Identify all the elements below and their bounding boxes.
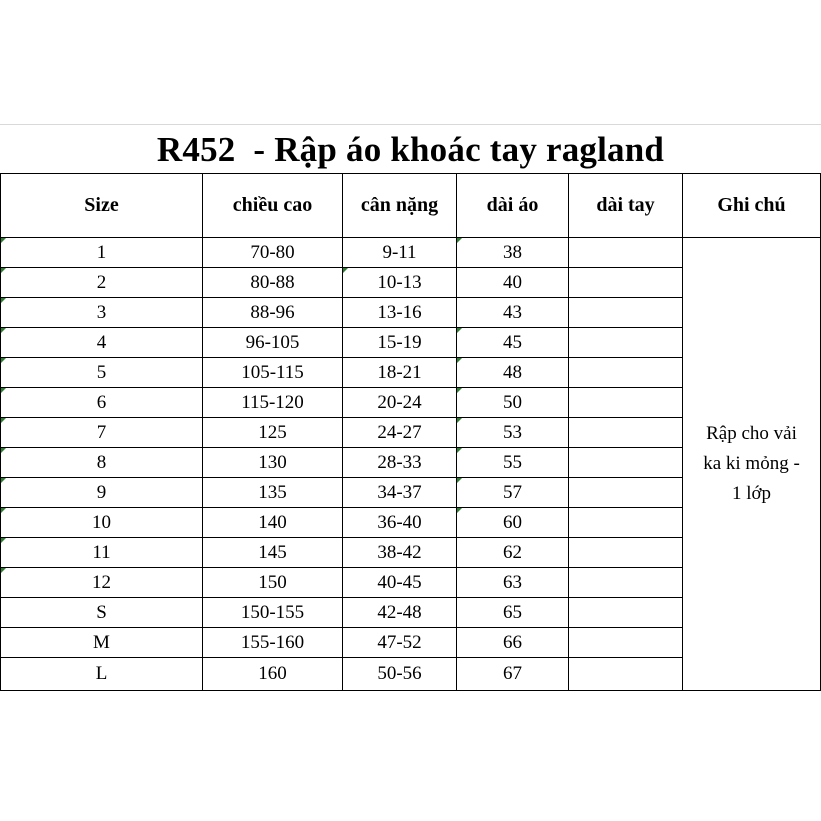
cell-size <box>1 418 203 448</box>
cell-weight <box>343 478 457 508</box>
header-row <box>1 174 821 238</box>
cell-height <box>203 298 343 328</box>
cell-marker-icon <box>1 328 6 333</box>
cell-length <box>457 238 569 268</box>
cell-length-text: 67 <box>503 663 522 684</box>
cell-length <box>457 418 569 448</box>
cell-weight <box>343 658 457 691</box>
cell-weight-text: 20-24 <box>377 391 422 413</box>
cell-sleeve <box>569 358 683 388</box>
cell-height <box>203 328 343 358</box>
cell-sleeve <box>569 238 683 268</box>
cell-size-text: 5 <box>96 361 107 383</box>
cell-height <box>203 388 343 418</box>
cell-sleeve <box>569 658 683 691</box>
cell-marker-icon <box>457 358 462 363</box>
cell-size-text: 3 <box>96 301 107 323</box>
table-row <box>1 238 821 268</box>
cell-length <box>457 388 569 418</box>
cell-sleeve <box>569 508 683 538</box>
cell-weight-text: 50-56 <box>377 663 422 684</box>
cell-size-text: 11 <box>92 541 111 563</box>
cell-height-text: 160 <box>258 663 287 684</box>
cell-height <box>203 568 343 598</box>
cell-height-text: 155-160 <box>240 631 305 653</box>
cell-marker-icon <box>457 508 462 513</box>
cell-size <box>1 598 203 628</box>
cell-weight-text: 10-13 <box>377 271 422 293</box>
cell-length-text: 50 <box>503 391 522 413</box>
cell-length <box>457 568 569 598</box>
cell-height-text: 150 <box>258 571 287 593</box>
cell-height <box>203 418 343 448</box>
cell-height-text: 115-120 <box>241 391 304 413</box>
cell-size <box>1 388 203 418</box>
cell-sleeve <box>569 448 683 478</box>
cell-length <box>457 598 569 628</box>
cell-size <box>1 358 203 388</box>
cell-length <box>457 328 569 358</box>
cell-marker-icon <box>457 238 462 243</box>
cell-length-text: 60 <box>503 511 522 533</box>
cell-size <box>1 268 203 298</box>
cell-height <box>203 478 343 508</box>
cell-sleeve <box>569 598 683 628</box>
cell-weight-text: 13-16 <box>377 301 422 323</box>
cell-size <box>1 238 203 268</box>
cell-size-text: S <box>96 601 107 623</box>
cell-length-text: 43 <box>503 301 522 323</box>
cell-sleeve <box>569 268 683 298</box>
cell-height-text: 80-88 <box>250 271 295 293</box>
note-cell <box>683 238 821 691</box>
note-line: ka ki mỏng - <box>703 453 800 474</box>
cell-marker-icon <box>1 358 6 363</box>
cell-marker-icon <box>457 388 462 393</box>
cell-height <box>203 238 343 268</box>
cell-weight-text: 18-21 <box>377 361 422 383</box>
cell-sleeve <box>569 328 683 358</box>
cell-weight-text: 38-42 <box>377 541 422 563</box>
cell-length-text: 66 <box>503 631 522 653</box>
cell-height-text: 145 <box>258 541 287 563</box>
cell-size <box>1 298 203 328</box>
cell-size-text: 9 <box>96 481 107 503</box>
cell-height <box>203 358 343 388</box>
cell-height-text: 105-115 <box>241 361 304 383</box>
cell-length <box>457 478 569 508</box>
cell-size <box>1 478 203 508</box>
header-height: chiều cao <box>203 174 343 238</box>
cell-length <box>457 358 569 388</box>
cell-size-text: 8 <box>96 451 107 473</box>
cell-weight-text: 9-11 <box>382 241 417 263</box>
cell-length-text: 48 <box>503 361 522 383</box>
cell-weight <box>343 388 457 418</box>
cell-weight-text: 47-52 <box>377 631 422 653</box>
cell-weight-text: 42-48 <box>377 601 422 623</box>
cell-weight <box>343 298 457 328</box>
cell-sleeve <box>569 298 683 328</box>
cell-length-text: 40 <box>503 271 522 293</box>
cell-marker-icon <box>1 538 6 543</box>
cell-marker-icon <box>457 328 462 333</box>
cell-marker-icon <box>1 568 6 573</box>
title-row <box>0 124 821 175</box>
cell-sleeve <box>569 538 683 568</box>
cell-weight-text: 34-37 <box>377 481 422 503</box>
cell-weight <box>343 508 457 538</box>
cell-size-text: 12 <box>92 571 111 593</box>
note-line: 1 lớp <box>731 483 772 504</box>
cell-sleeve <box>569 628 683 658</box>
cell-height <box>203 448 343 478</box>
cell-marker-icon <box>1 418 6 423</box>
cell-length-text: 53 <box>503 421 522 443</box>
cell-size <box>1 658 203 691</box>
cell-height <box>203 268 343 298</box>
cell-marker-icon <box>1 238 6 243</box>
cell-weight <box>343 238 457 268</box>
cell-size <box>1 448 203 478</box>
cell-length-text: 55 <box>503 451 522 473</box>
cell-marker-icon <box>457 418 462 423</box>
cell-height-text: 135 <box>258 481 287 503</box>
cell-marker-icon <box>457 448 462 453</box>
cell-marker-icon <box>1 298 6 303</box>
cell-length <box>457 628 569 658</box>
cell-marker-icon <box>1 508 6 513</box>
cell-height-text: 125 <box>258 421 287 443</box>
cell-size-text: 7 <box>96 421 107 443</box>
cell-marker-icon <box>1 448 6 453</box>
cell-weight <box>343 538 457 568</box>
note-line: Rập cho vải <box>706 423 797 444</box>
header-note: Ghi chú <box>683 174 821 238</box>
cell-length <box>457 448 569 478</box>
cell-height-text: 140 <box>258 511 287 533</box>
cell-size-text: 4 <box>96 331 107 353</box>
cell-length-text: 45 <box>503 331 522 353</box>
cell-height <box>203 598 343 628</box>
cell-marker-icon <box>1 388 6 393</box>
cell-length <box>457 658 569 691</box>
cell-height-text: 150-155 <box>240 601 305 623</box>
cell-weight <box>343 568 457 598</box>
cell-length <box>457 508 569 538</box>
header-sleeve: dài tay <box>569 174 683 238</box>
cell-weight <box>343 418 457 448</box>
cell-sleeve <box>569 568 683 598</box>
cell-size-text: M <box>93 631 110 653</box>
cell-size-text: 2 <box>96 271 107 293</box>
cell-size <box>1 328 203 358</box>
cell-height <box>203 538 343 568</box>
cell-height <box>203 508 343 538</box>
cell-length <box>457 538 569 568</box>
cell-length <box>457 268 569 298</box>
cell-marker-icon <box>1 478 6 483</box>
cell-weight <box>343 598 457 628</box>
cell-height <box>203 658 343 691</box>
cell-marker-icon <box>1 268 6 273</box>
cell-size-text: 10 <box>92 511 111 533</box>
cell-length-text: 63 <box>503 571 522 593</box>
cell-weight-text: 15-19 <box>377 331 422 353</box>
cell-size-text: 1 <box>96 241 107 263</box>
size-chart-sheet <box>0 124 821 699</box>
cell-marker-icon <box>343 268 348 273</box>
cell-weight-text: 40-45 <box>377 571 422 593</box>
cell-height-text: 70-80 <box>250 241 295 263</box>
cell-weight-text: 28-33 <box>377 451 422 473</box>
cell-height-text: 130 <box>258 451 287 473</box>
chart-title: R452 - Rập áo khoác tay ragland <box>156 130 665 169</box>
cell-length-text: 62 <box>503 541 522 563</box>
cell-sleeve <box>569 418 683 448</box>
cell-length-text: 57 <box>503 481 522 503</box>
cell-weight-text: 36-40 <box>377 511 422 533</box>
cell-weight <box>343 268 457 298</box>
cell-length-text: 65 <box>503 601 522 623</box>
header-size: Size <box>1 174 203 238</box>
cell-weight <box>343 328 457 358</box>
cell-length <box>457 298 569 328</box>
cell-size <box>1 628 203 658</box>
cell-length-text: 38 <box>503 241 522 263</box>
cell-weight <box>343 358 457 388</box>
cell-weight <box>343 628 457 658</box>
cell-size <box>1 538 203 568</box>
cell-marker-icon <box>457 478 462 483</box>
cell-height <box>203 628 343 658</box>
cell-weight-text: 24-27 <box>377 421 422 443</box>
cell-size <box>1 568 203 598</box>
cell-size-text: 6 <box>96 391 107 413</box>
cell-sleeve <box>569 388 683 418</box>
cell-size-text: L <box>95 663 108 684</box>
cell-weight <box>343 448 457 478</box>
header-length: dài áo <box>457 174 569 238</box>
header-weight: cân nặng <box>343 174 457 238</box>
cell-size <box>1 508 203 538</box>
cell-height-text: 88-96 <box>250 301 295 323</box>
table-body <box>1 238 821 691</box>
cell-height-text: 96-105 <box>245 331 300 353</box>
cell-sleeve <box>569 478 683 508</box>
size-table <box>0 173 821 691</box>
